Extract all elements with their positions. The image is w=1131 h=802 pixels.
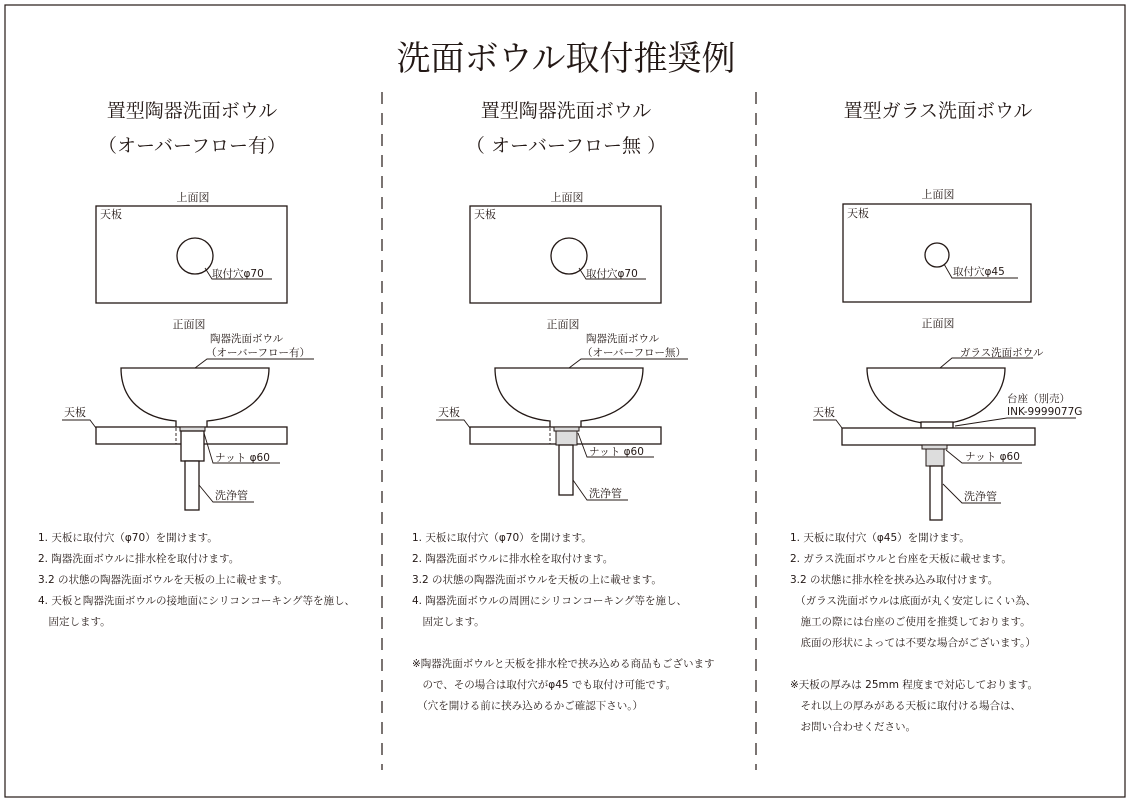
- leader-line: [955, 418, 1076, 426]
- hole-label: 取付穴φ45: [953, 266, 1005, 278]
- nut-label: ナット φ60: [215, 452, 270, 464]
- note-line: 3.2 の状態の陶器洗面ボウルを天板の上に載せます。: [412, 574, 662, 586]
- note-line: 2. 陶器洗面ボウルに排水栓を取付けます。: [412, 553, 614, 565]
- note-line: 1. 天板に取付穴（φ70）を開けます。: [412, 532, 592, 544]
- note-line: 1. 天板に取付穴（φ45）を開けます。: [790, 532, 970, 544]
- pipe-label: 洗浄管: [215, 489, 248, 502]
- drain-nut: [926, 449, 944, 466]
- note-line: 底面の形状によっては不要な場合がございます。）: [790, 637, 1036, 649]
- base-label: 台座（別売）: [1007, 393, 1070, 405]
- notes: [38, 531, 355, 628]
- nut-label: ナット φ60: [589, 446, 644, 458]
- counter-front-label: 天板: [813, 406, 835, 419]
- drain-pipe: [559, 445, 573, 495]
- front-view-label: 正面図: [921, 317, 955, 330]
- note-line: それ以上の厚みがある天板に取付ける場合は、: [790, 700, 1021, 712]
- top-view-label: 上面図: [921, 188, 955, 201]
- front-view-label: 正面図: [546, 318, 580, 331]
- counter-label: 天板: [474, 208, 496, 221]
- hole-label: 取付穴φ70: [212, 268, 264, 280]
- note-line: 4. 天板と陶器洗面ボウルの接地面にシリコンコーキング等を施し、: [38, 595, 356, 607]
- counter-top-view: [843, 204, 1031, 302]
- bowl-label: ガラス洗面ボウル: [960, 347, 1044, 359]
- pipe-label: 洗浄管: [589, 487, 622, 500]
- column-subheading: （ オーバーフロー無 ）: [465, 135, 667, 157]
- notes: [790, 531, 1038, 733]
- note-line: 3.2 の状態に排水栓を挟み込み取付けます。: [790, 574, 999, 586]
- bowl-label-sub: （オーバーフロー有）: [206, 347, 310, 359]
- column-heading: 置型陶器洗面ボウル: [480, 100, 652, 122]
- leader-line: [436, 420, 470, 428]
- mounting-hole: [925, 243, 949, 267]
- note-line: 固定します。: [412, 616, 485, 628]
- note-line: ※天板の厚みは 25mm 程度まで対応しております。: [790, 679, 1038, 691]
- note-line: 固定します。: [38, 616, 111, 628]
- note-line: 1. 天板に取付穴（φ70）を開けます。: [38, 532, 218, 544]
- note-line: 3.2 の状態の陶器洗面ボウルを天板の上に載せます。: [38, 574, 288, 586]
- drain-pipe: [185, 461, 199, 510]
- base-stand: [921, 422, 953, 428]
- note-line: お問い合わせください。: [790, 721, 916, 733]
- drain-flange: [922, 445, 947, 449]
- leader-line: [62, 420, 96, 428]
- leader-line: [569, 359, 688, 368]
- bowl-label: 陶器洗面ボウル: [586, 333, 660, 345]
- top-view-label: 上面図: [176, 191, 210, 204]
- note-line: 2. 陶器洗面ボウルに排水栓を取付けます。: [38, 553, 240, 565]
- column-ceramic-overflow: [38, 100, 355, 628]
- counter-label: 天板: [100, 208, 122, 221]
- counter-top-view: [470, 206, 661, 303]
- note-line: 4. 陶器洗面ボウルの周囲にシリコンコーキング等を施し、: [412, 595, 688, 607]
- counter-top-view: [96, 206, 287, 303]
- drain-nut: [181, 431, 204, 461]
- note-line: （穴を開ける前に挟み込めるかご確認下さい。）: [412, 700, 643, 712]
- nut-label: ナット φ60: [965, 451, 1020, 463]
- counter-front: [842, 428, 1035, 445]
- drain-flange: [554, 427, 579, 431]
- leader-line: [813, 420, 842, 428]
- pipe-label: 洗浄管: [964, 490, 997, 503]
- note-line: ※陶器洗面ボウルと天板を排水栓で挟み込める商品もございます: [412, 658, 715, 670]
- bowl-label-sub: （オーバーフロー無）: [582, 347, 686, 359]
- bowl-label: 陶器洗面ボウル: [210, 333, 284, 345]
- mounting-hole: [551, 238, 587, 274]
- column-glass: [790, 100, 1082, 733]
- drain-pipe: [930, 466, 942, 520]
- hole-label: 取付穴φ70: [586, 268, 638, 280]
- leader-line: [195, 359, 314, 368]
- note-line: 2. ガラス洗面ボウルと台座を天板に載せます。: [790, 553, 1012, 565]
- counter-front-label: 天板: [64, 406, 86, 419]
- ceramic-bowl: [495, 368, 643, 428]
- column-subheading: （オーバーフロー有）: [97, 135, 287, 157]
- note-line: 施工の際には台座のご使用を推奨しております。: [790, 616, 1031, 628]
- column-ceramic-no-overflow: [412, 100, 714, 712]
- base-model: INK-9999077G: [1007, 406, 1083, 418]
- leader-line: [940, 358, 1033, 368]
- column-heading: 置型陶器洗面ボウル: [106, 100, 278, 122]
- ceramic-bowl: [121, 368, 269, 428]
- notes: [412, 531, 714, 712]
- note-line: （ガラス洗面ボウルは底面が丸く安定しにくい為、: [790, 595, 1037, 607]
- glass-bowl: [867, 368, 1005, 424]
- mounting-hole: [177, 238, 213, 274]
- counter-label: 天板: [847, 207, 869, 220]
- column-heading: 置型ガラス洗面ボウル: [843, 100, 1033, 122]
- note-line: ので、その場合は取付穴がφ45 でも取付け可能です。: [412, 679, 677, 691]
- page-title: 洗面ボウル取付推奨例: [396, 39, 736, 79]
- front-view-label: 正面図: [172, 318, 206, 331]
- counter-front-label: 天板: [438, 406, 460, 419]
- top-view-label: 上面図: [550, 191, 584, 204]
- drain-nut: [556, 431, 577, 445]
